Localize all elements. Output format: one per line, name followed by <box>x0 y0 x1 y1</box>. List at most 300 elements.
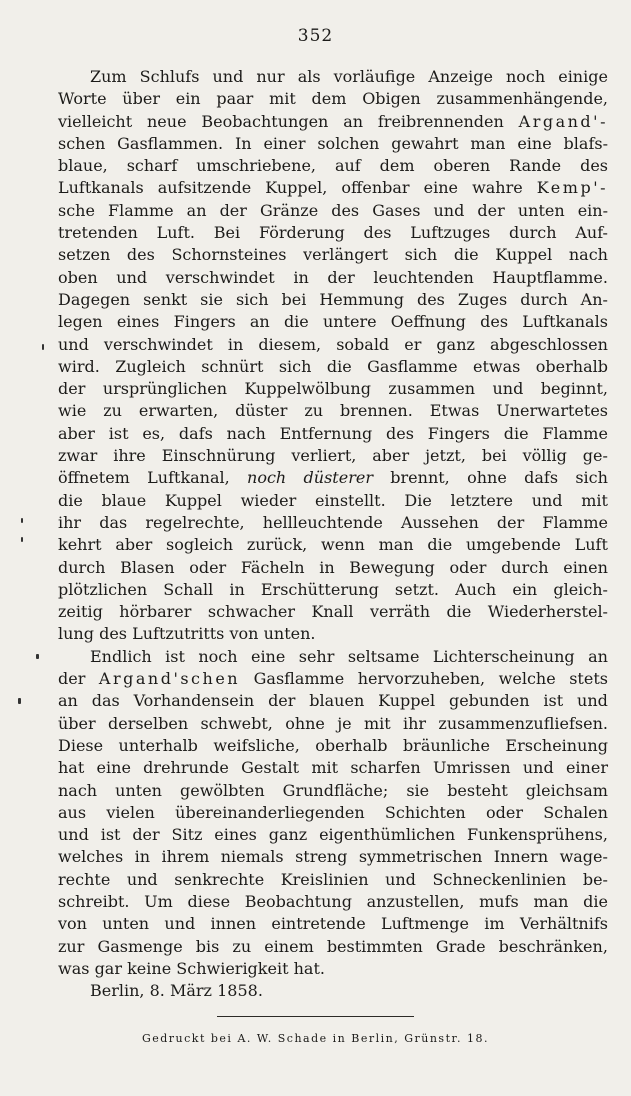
word: In <box>234 133 252 153</box>
word: Flamme <box>542 512 608 532</box>
word: einem <box>264 936 314 956</box>
word: verräth <box>369 602 431 622</box>
word: Rande <box>509 156 562 176</box>
word: scharf <box>126 156 178 176</box>
word: Funkensprühens, <box>467 825 608 845</box>
word: Flamme <box>542 423 608 443</box>
word: Schwierigkeit <box>176 958 289 978</box>
word: Fingers <box>173 312 236 332</box>
word: erwarten, <box>138 401 219 421</box>
word: Oeffnung <box>390 312 466 332</box>
text-line <box>58 244 608 266</box>
word: drehrunde <box>143 758 229 778</box>
word: in <box>293 267 309 287</box>
word: es, <box>142 423 166 443</box>
word: plötzlichen <box>58 579 148 599</box>
word: zusammenhängende, <box>436 89 608 109</box>
word: nur <box>256 67 285 86</box>
word: und <box>531 490 563 510</box>
word: sich <box>404 245 438 265</box>
word: oberhalb <box>535 356 608 376</box>
word: Gases <box>372 200 421 220</box>
word: Luft. <box>156 223 195 243</box>
word: eintretende <box>271 914 366 934</box>
word: bräunliche <box>402 735 490 755</box>
word: Anzeige <box>428 67 493 86</box>
word: Gestalt <box>241 758 300 778</box>
word: mit <box>581 490 608 510</box>
word: Erscheinung <box>505 735 608 755</box>
word: Erschütterung <box>260 579 379 599</box>
word: Lichterscheinung <box>432 646 575 666</box>
word: ein <box>512 579 538 599</box>
word: der <box>327 267 355 287</box>
word: vorläufige <box>333 67 416 86</box>
word: an <box>343 111 364 131</box>
word: Diese <box>58 735 104 755</box>
word: abgeschlossen <box>490 334 608 354</box>
word: zwar <box>58 446 98 466</box>
word: und <box>116 267 148 287</box>
word: Grundfläche; <box>282 780 389 800</box>
word: und <box>126 869 158 889</box>
word: ganz <box>268 825 308 845</box>
word: März <box>169 981 212 1001</box>
word: Gasmenge <box>97 936 183 956</box>
word: hörbarer <box>119 602 192 622</box>
word: aus <box>58 802 87 822</box>
word: sobald <box>336 334 390 354</box>
word: sich <box>575 468 608 488</box>
word: durch <box>501 557 549 577</box>
word: 8. <box>149 981 165 1001</box>
text-line <box>58 267 608 289</box>
text-line <box>58 869 608 891</box>
word: des <box>386 423 414 443</box>
word: Schichten <box>384 802 466 822</box>
word: gewahrt <box>391 133 459 153</box>
word: ge- <box>582 446 608 466</box>
word: Beobachtung <box>244 891 352 911</box>
word: Kuppel, <box>265 178 328 198</box>
margin-mark <box>36 654 39 659</box>
word: die <box>283 312 309 332</box>
word: Schalen <box>543 802 608 822</box>
word: schen <box>58 133 106 153</box>
page-number: 352 <box>297 26 334 46</box>
word: und <box>577 691 608 711</box>
word: hervorzuheben, <box>357 669 486 689</box>
word: verlängert <box>303 245 388 265</box>
word: Grade <box>435 936 486 956</box>
word: auf <box>334 156 361 176</box>
word: wie <box>58 401 87 421</box>
word: eine <box>96 758 131 778</box>
word: Luftkanals <box>58 178 144 198</box>
word: beginnt, <box>540 379 608 399</box>
word: seltsame <box>347 646 420 666</box>
word: zu <box>304 401 324 421</box>
word: gebunden <box>448 691 530 711</box>
word: Kuppel <box>164 490 222 510</box>
word: anzustellen, <box>366 891 465 911</box>
word: Aussehen <box>400 512 479 532</box>
word: 1858. <box>217 981 263 1001</box>
word: etwas <box>473 356 521 376</box>
word: noch <box>247 468 287 488</box>
word: Zuges <box>457 289 508 309</box>
text-line <box>58 445 608 467</box>
word: ihr <box>403 713 427 733</box>
word: Kreislinien <box>280 869 369 889</box>
word: derselben <box>107 713 189 733</box>
text-line <box>58 623 608 645</box>
word: unten <box>115 780 162 800</box>
word: blauen <box>309 691 365 711</box>
word: Hauptflamme. <box>492 267 608 287</box>
word: dafs <box>178 423 213 443</box>
word: ist <box>165 646 185 666</box>
text-line <box>58 936 608 958</box>
word: ist <box>100 825 121 845</box>
word: ohne <box>285 713 325 733</box>
word: aber <box>372 446 410 466</box>
word: was <box>58 958 90 978</box>
word: oder <box>189 557 227 577</box>
word: die <box>58 490 83 510</box>
word: und <box>385 869 416 889</box>
word: be- <box>582 869 608 889</box>
text-line <box>58 88 608 110</box>
word: nach <box>568 245 608 265</box>
word: Um <box>144 891 173 911</box>
word: einige <box>558 67 608 86</box>
word: der <box>132 825 160 845</box>
word: Verhältnifs <box>519 914 608 934</box>
word: einer <box>263 133 306 153</box>
word: setzt. <box>394 579 439 599</box>
word: sich <box>235 289 269 309</box>
word: diesem, <box>258 334 322 354</box>
word: ursprünglichen <box>102 379 227 399</box>
word: sche <box>58 200 95 220</box>
word: sehr <box>298 646 335 666</box>
text-line <box>58 356 608 378</box>
margin-mark <box>42 344 44 350</box>
margin-mark <box>21 537 23 542</box>
word: Schornsteines <box>171 245 287 265</box>
word: ihr <box>58 512 82 532</box>
word: beschränken, <box>498 936 608 956</box>
word: Sitz <box>171 825 203 845</box>
word: als <box>297 67 321 86</box>
word: an <box>588 646 608 666</box>
word: zusammenzufliefsen. <box>438 713 608 733</box>
word: düsterer <box>303 468 373 488</box>
text-line <box>58 980 608 1002</box>
word: Einschnürung <box>161 446 276 466</box>
word: ganz <box>436 334 475 354</box>
word: streng <box>295 847 348 867</box>
text-line <box>58 222 608 244</box>
word: die <box>446 602 472 622</box>
word: der <box>58 669 86 689</box>
word: Förderung <box>258 223 345 243</box>
word: aber <box>115 535 153 555</box>
word: leuchtenden <box>373 267 474 287</box>
word: untere <box>322 312 377 332</box>
word: eine <box>250 646 286 666</box>
word: brennt, <box>390 468 450 488</box>
text-line <box>58 713 608 735</box>
word: einstellt. <box>314 490 386 510</box>
word: die <box>326 356 352 376</box>
word: an <box>249 312 270 332</box>
word: und <box>433 200 465 220</box>
word: Kuppelwölbung <box>244 379 371 399</box>
word: je <box>337 713 352 733</box>
word: an <box>58 691 78 711</box>
word: Argand'schen <box>98 669 241 689</box>
word: unten <box>102 914 150 934</box>
word: Argand'- <box>518 111 608 131</box>
word: dem <box>379 156 415 176</box>
word: schwacher <box>207 602 295 622</box>
word: und <box>58 334 89 354</box>
word: einen <box>563 557 608 577</box>
word: hellleuchtende <box>262 512 383 532</box>
word: sich <box>278 356 312 376</box>
word: verschwindet <box>165 267 275 287</box>
word: hat <box>58 758 85 778</box>
word: nach <box>226 423 266 443</box>
word: vielleicht <box>58 111 133 131</box>
word: man <box>470 133 506 153</box>
word: keine <box>127 958 172 978</box>
word: eine <box>423 178 458 198</box>
word: ihre <box>113 446 146 466</box>
text-line <box>58 780 608 802</box>
word: schnürt <box>201 356 264 376</box>
word: zusammen <box>388 379 476 399</box>
word: senkrechte <box>174 869 265 889</box>
word: ist <box>543 691 564 711</box>
word: mufs <box>479 891 519 911</box>
word: sogleich <box>165 535 234 555</box>
text-line <box>58 289 608 311</box>
text-line <box>58 177 608 199</box>
word: die <box>583 891 608 911</box>
word: der <box>477 200 505 220</box>
word: sie <box>406 780 430 800</box>
word: verliert, <box>291 446 357 466</box>
word: der <box>268 691 296 711</box>
word: weifsliche, <box>213 735 300 755</box>
word: noch <box>505 67 546 86</box>
word: zur <box>58 936 85 956</box>
word: ohne <box>467 468 507 488</box>
word: umschriebene, <box>196 156 316 176</box>
word: rechte <box>58 869 111 889</box>
word: ein <box>175 89 201 109</box>
word: Die <box>404 490 432 510</box>
word: über <box>58 713 96 733</box>
word: Flamme <box>108 200 174 220</box>
word: Luftzutritts <box>132 624 225 644</box>
word: das <box>91 691 120 711</box>
word: Innern <box>493 847 549 867</box>
word: die <box>453 245 479 265</box>
word: er <box>404 334 422 354</box>
word: blaue, <box>58 156 108 176</box>
word: mit <box>363 713 391 733</box>
word: durch <box>509 223 557 243</box>
word: völlig <box>522 446 567 466</box>
word: des <box>331 200 360 220</box>
word: wahre <box>472 178 523 198</box>
word: hat. <box>293 958 325 978</box>
word: Vorhandensein <box>133 691 255 711</box>
word: Luftzuges <box>410 223 491 243</box>
word: Entfernung <box>279 423 373 443</box>
word: unten. <box>263 624 316 644</box>
word: Knall <box>311 602 354 622</box>
word: niemals <box>220 847 284 867</box>
text-line <box>58 913 608 935</box>
text-line <box>58 400 608 422</box>
word: übereinanderliegenden <box>175 802 365 822</box>
word: der <box>219 200 247 220</box>
word: gleich- <box>553 579 608 599</box>
word: Beobachtungen <box>201 111 329 131</box>
word: welches <box>58 847 124 867</box>
printer-imprint: Gedruckt bei A. W. Schade in Berlin, Grünstr. 18. <box>141 1032 490 1045</box>
word: scharfen <box>350 758 421 778</box>
word: in <box>319 557 335 577</box>
word: aber <box>58 423 95 443</box>
word: des <box>480 312 509 332</box>
word: und <box>492 379 524 399</box>
word: Endlich <box>90 646 152 666</box>
text-line <box>58 958 608 980</box>
word: oder <box>449 557 487 577</box>
word: welche <box>498 669 556 689</box>
word: Luftkanal, <box>147 468 230 488</box>
text-line <box>58 557 608 579</box>
word: an <box>186 200 207 220</box>
word: Bewegung <box>349 557 435 577</box>
word: Schneckenlinien <box>432 869 567 889</box>
word: Blasen <box>120 557 175 577</box>
word: gewölbten <box>180 780 265 800</box>
word: man <box>378 535 414 555</box>
word: blafs- <box>563 133 608 153</box>
word: besteht <box>447 780 508 800</box>
word: die <box>503 423 529 443</box>
text-line <box>58 155 608 177</box>
word: gar <box>94 958 122 978</box>
word: senkt <box>143 289 188 309</box>
word: wenn <box>321 535 365 555</box>
word: Fingers <box>427 423 490 443</box>
word: offenbar <box>341 178 410 198</box>
word: wieder <box>240 490 297 510</box>
text-line <box>58 200 608 222</box>
word: Obigen <box>362 89 421 109</box>
word: eigenthümlichen <box>319 825 456 845</box>
word: tretenden <box>58 223 138 243</box>
word: das <box>99 512 128 532</box>
word: mit <box>311 758 339 778</box>
word: dem <box>311 89 347 109</box>
word: Kuppel <box>495 245 553 265</box>
word: An- <box>580 289 608 309</box>
word: ein- <box>577 200 608 220</box>
text-line <box>58 467 608 489</box>
word: blaue <box>101 490 147 510</box>
body-text <box>58 66 608 1002</box>
word: durch <box>520 289 568 309</box>
word: Gasflamme <box>367 356 458 376</box>
text-line <box>58 757 608 779</box>
word: wage- <box>559 847 608 867</box>
word: Luftmenge <box>381 914 469 934</box>
word: und <box>164 914 196 934</box>
word: oben <box>58 267 98 287</box>
text-line <box>58 534 608 556</box>
word: von <box>229 624 259 644</box>
word: Kuppel <box>378 691 436 711</box>
word: Auch <box>455 579 497 599</box>
word: zeitig <box>58 602 103 622</box>
word: die <box>427 535 453 555</box>
word: des <box>580 156 608 176</box>
word: setzen <box>58 245 111 265</box>
word: Gasflammen. <box>117 133 224 153</box>
word: stets <box>569 669 608 689</box>
text-line <box>58 311 608 333</box>
word: vielen <box>106 802 155 822</box>
word: Gasflamme <box>253 669 345 689</box>
word: zu <box>232 936 252 956</box>
word: des <box>363 223 392 243</box>
word: Worte <box>58 89 107 109</box>
word: kehrt <box>58 535 102 555</box>
word: oberhalb <box>315 735 388 755</box>
word: und <box>58 825 89 845</box>
word: neue <box>146 111 187 131</box>
word: ist <box>108 423 129 443</box>
word: verschwindet <box>103 334 213 354</box>
text-line <box>58 891 608 913</box>
text-line <box>58 601 608 623</box>
word: aufsitzende <box>157 178 252 198</box>
word: Zum <box>90 67 127 86</box>
word: Umrissen <box>432 758 511 778</box>
word: gleichsam <box>525 780 608 800</box>
word: eine <box>517 133 552 153</box>
word: brennen. <box>339 401 413 421</box>
word: Unerwartetes <box>496 401 608 421</box>
word: zu <box>103 401 122 421</box>
word: legen <box>58 312 103 332</box>
margin-mark <box>21 518 23 523</box>
word: ihrem <box>161 847 210 867</box>
word: in <box>227 334 244 354</box>
word: öffnetem <box>58 468 130 488</box>
word: bestimmten <box>326 936 423 956</box>
text-line <box>58 824 608 846</box>
